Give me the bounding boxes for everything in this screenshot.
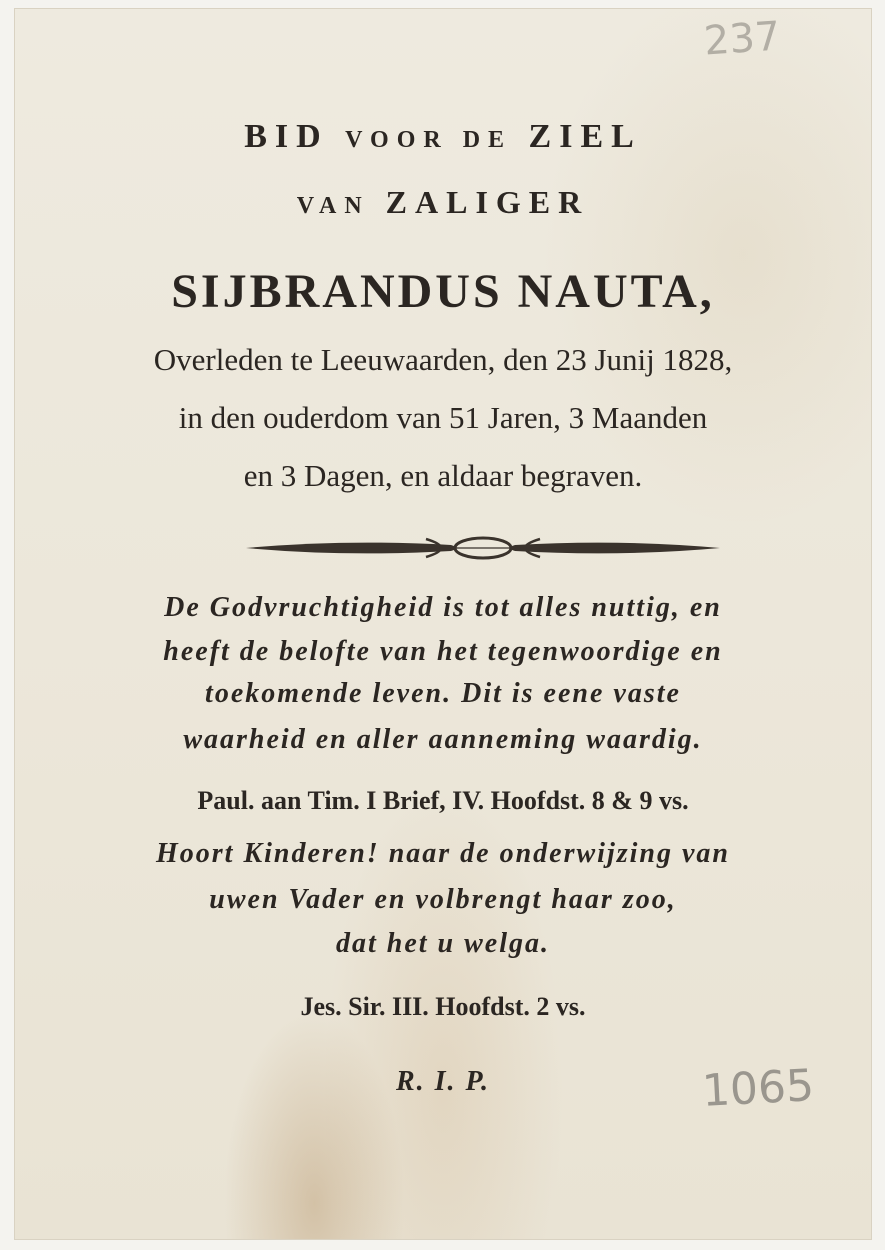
verse-1-line-1: De Godvruchtigheid is tot alles nuttig, en [164, 592, 722, 623]
verse-2-line-3: dat het u welga. [335, 928, 550, 959]
verse-1-line-3: toekomende leven. Dit is eene vaste [205, 678, 681, 709]
prayer-card [14, 8, 872, 1240]
verse-2-reference: Jes. Sir. III. Hoofdst. 2 vs. [300, 992, 586, 1021]
rip-closing: R. I. P. [395, 1066, 491, 1097]
death-info-line-2: in den ouderdom van 51 Jaren, 3 Maanden [178, 400, 708, 435]
ornamental-divider [246, 531, 720, 565]
deceased-name: SIJBRANDUS NAUTA, [171, 265, 715, 318]
verse-1-line-4: waarheid en aller aanneming waardig. [183, 724, 703, 755]
verse-1-line-2: heeft de belofte van het tegenwoordige en [163, 636, 723, 667]
death-info-line-1: Overleden te Leeuwaarden, den 23 Junij 1828, [153, 342, 733, 377]
pencil-number-bottom: 1065 [700, 1060, 816, 1117]
death-info-line-3: en 3 Dagen, en aldaar begraven. [243, 458, 643, 493]
verse-1-reference: Paul. aan Tim. I Brief, IV. Hoofdst. 8 & 9 vs. [197, 786, 689, 815]
heading-line-1: BID VOOR DE ZIEL [244, 118, 642, 155]
heading-line-2: VAN ZALIGER [296, 184, 590, 220]
verse-2-line-2: uwen Vader en volbrengt haar zoo, [209, 884, 677, 915]
pencil-number-top: 237 [702, 13, 782, 65]
verse-2-line-1: Hoort Kinderen! naar de onderwijzing van [156, 838, 730, 869]
